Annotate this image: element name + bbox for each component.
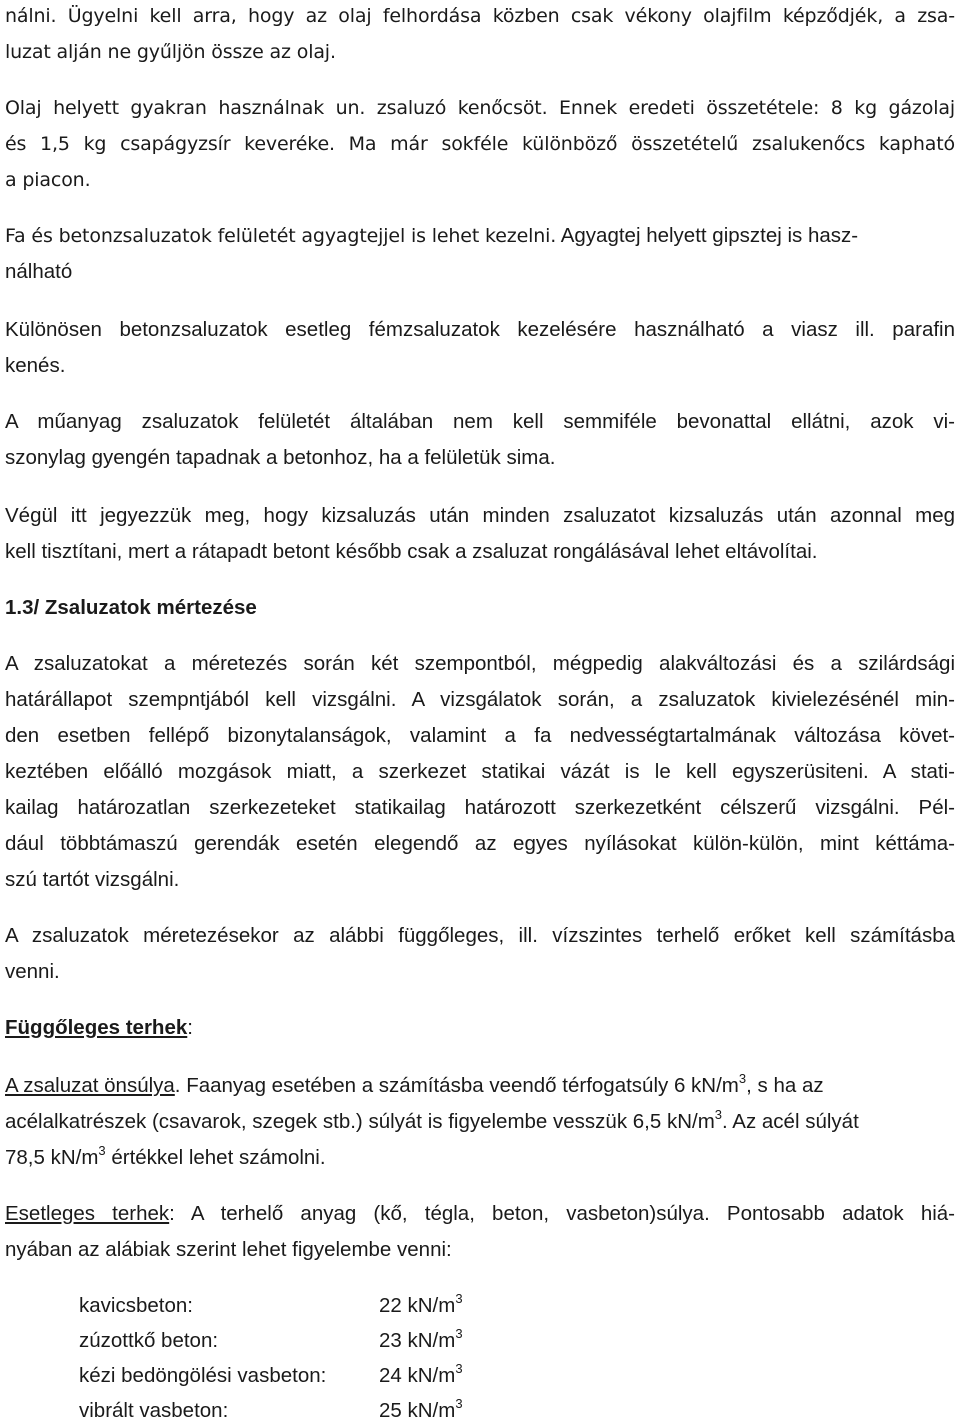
liveload-text-1: : A terhelő anyag (kő, tégla, beton, vasbeton)súlya. Pontosabb adatok hiá- [169,1202,956,1225]
superscript: 3 [455,1291,463,1306]
paragraph-plastic-line-2: szonylag gyengén tapadnak a betonhoz, ha a felületük sima. [5,446,556,469]
paragraph-selfweight-line-2 [5,1108,859,1136]
load-name: kézi bedöngölési vasbeton: [79,1364,327,1387]
selfweight-text-1: . Faanyag esetében a számításba veendő térfogatsúly 6 kN/m [174,1074,739,1097]
load-name: zúzottkő beton: [79,1329,219,1352]
selfweight-text-2: , s ha az [746,1074,824,1097]
paragraph-clay-line-1 [5,222,858,250]
paragraph-design-line-1: A zsaluzatokat a méretezés során két szempontból, mégpedig alakváltozási és a szilárdsági [5,652,955,675]
subheading-text: Függőleges terhek [5,1016,188,1039]
paragraph-oil-line-1: nálni. Ügyelni kell arra, hogy az olaj felhordása közben csak vékony olajfilm képződjék, a zsa- [5,5,955,27]
paragraph-wax-line-1: Különösen betonzsaluzatok esetleg fémzsaluzatok kezelésére használható a viasz ill. parafin [5,318,955,341]
load-name: vibrált vasbeton: [79,1399,229,1422]
paragraph-selfweight-line-1 [5,1072,824,1100]
load-value [379,1292,463,1320]
paragraph-plastic-line-1: A műanyag zsaluzatok felületét általában nem kell semmiféle bevonattal ellátni, azok vi- [5,410,955,433]
paragraph-oil-line-2: luzat alján ne gyűljön össze az olaj. [5,41,336,63]
paragraph-wax-line-2: kenés. [5,354,66,377]
load-value-text: 22 kN/m [379,1294,456,1317]
superscript: 3 [455,1326,463,1341]
paragraph-loads-line-1: A zsaluzatok méretezésekor az alábbi függőleges, ill. vízszintes terhelő erőket kell számításba [5,924,955,947]
superscript: 3 [455,1396,463,1411]
paragraph-selfweight-line-3 [5,1144,326,1172]
paragraph-grease-line-3: a piacon. [5,169,91,191]
subheading-vertical-loads [5,1014,193,1042]
paragraph-design-line-7: szú tartót vizsgálni. [5,868,180,891]
selfweight-text-6: értékkel lehet számolni. [105,1146,326,1169]
paragraph-grease-line-2: és 1,5 kg csapágyzsír keveréke. Ma már sokféle különböző összetételű zsalukenőcs kapható [5,133,955,155]
paragraph-cleaning-line-1: Végül itt jegyezzük meg, hogy kizsaluzás után minden zsaluzatot kizsaluzás után azonnal meg [5,504,955,527]
paragraph-cleaning-line-2: kell tisztítani, mert a rátapadt betont később csak a zsaluzat rongálásával lehet eltávolítai. [5,540,818,563]
selfweight-text-3: acélalkatrészek (csavarok, szegek stb.) súlyát is figyelembe vesszük 6,5 kN/m [5,1110,715,1133]
selfweight-term: A zsaluzat önsúlya [5,1074,175,1097]
load-value-text: 24 kN/m [379,1364,456,1387]
paragraph-design-line-6: dául többtámaszú gerendák esetén elegendő az egyes nyílásokat külön-külön, mint kéttáma- [5,832,955,855]
superscript: 3 [738,1071,747,1086]
paragraph-liveload-line-1 [5,1200,955,1228]
load-value [379,1362,463,1390]
paragraph-design-line-5: kailag határozatlan szerkezeteket statikailag határozott szerkezetként célszerű vizsgálni. Pél- [5,796,955,819]
subheading-suffix: : [187,1016,193,1039]
load-value [379,1327,463,1355]
selfweight-text-4: . Az acél súlyát [722,1110,859,1133]
paragraph-grease-line-1: Olaj helyett gyakran használnak un. zsaluzó kenőcsöt. Ennek eredeti összetétele: 8 kg gázolaj [5,97,955,119]
liveload-term: Esetleges terhek [5,1202,170,1225]
load-value-text: 25 kN/m [379,1399,456,1422]
paragraph-clay-line-2: nálható [5,260,73,283]
paragraph-liveload-line-2: nyában az alábiak szerint lehet figyelembe venni: [5,1238,452,1261]
load-value-text: 23 kN/m [379,1329,456,1352]
paragraph-loads-line-2: venni. [5,960,60,983]
clay-sentence: Fa és betonzsaluzatok felületét agyagtejjel is lehet kezelni. [5,225,557,247]
superscript: 3 [98,1143,106,1158]
paragraph-design-line-2: határállapot szempntjából kell vizsgálni. A vizsgálatok során, a zsaluzatok kivielezésénél min- [5,688,955,711]
section-heading: 1.3/ Zsaluzatok mértezése [5,596,257,619]
superscript: 3 [714,1107,723,1122]
gypsum-sentence: Agyagtej helyett gipsztej is hasz- [556,224,859,247]
paragraph-design-line-4: keztében előálló mozgások miatt, a szerkezet statikai vázát is le kell egyszerüsiteni. A stati- [5,760,955,783]
load-value [379,1397,463,1425]
superscript: 3 [455,1361,463,1376]
paragraph-design-line-3: den esetben fellépő bizonytalanságok, valamint a fa nedvességtartalmának változása követ- [5,724,955,747]
selfweight-text-5: 78,5 kN/m [5,1146,99,1169]
load-name: kavicsbeton: [79,1294,193,1317]
